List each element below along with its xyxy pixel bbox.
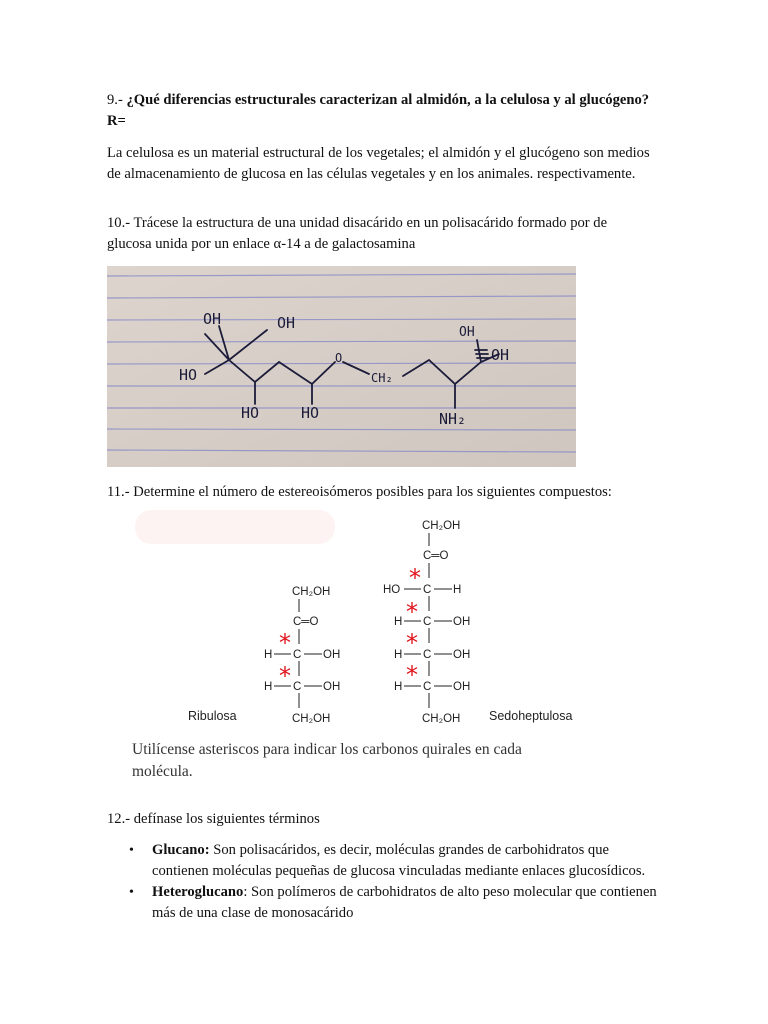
question-9 [107,90,652,132]
asterisk-sedo-2: * [406,598,418,626]
ribulosa-structure [188,586,340,725]
sedo-top: CH₂OH [422,520,461,532]
asterisk-sedo-1: * [409,564,421,592]
sedoheptulosa-name: Sedoheptulosa [489,709,573,723]
label-oh-1: OH [203,310,222,328]
asterisk-sedo-3: * [406,629,418,657]
question-9-text: ¿Qué diferencias estructurales caracterizan al almidón, a la celulosa y al glucógeno? R= [107,92,650,129]
list-item-heteroglucano [107,882,667,924]
sedo-c-5: C [423,649,432,661]
sedo-c-4: C [423,616,432,628]
question-10: 10.- Trácese la estructura de una unidad disacárido en un polisacárido formado por de glucosa unida por un enlace α-14 a de galactosamina [107,215,608,252]
label-ho-1: HO [241,404,260,422]
label-oh-4: OH [491,346,510,364]
sedo-c-6: C [423,681,432,693]
term-glucano: Glucano: [152,842,210,858]
sedo-h-5: H [394,649,403,661]
faint-highlight [135,510,335,544]
fischer-projections [132,508,600,786]
definition-heteroglucano: : Son polímeros de carbohidratos de alto peso molecular que contienen más de una clase de monosacárido [152,884,657,921]
list-item-glucano [107,840,667,882]
label-o: O [335,351,343,365]
sedo-oh-4: OH [453,616,471,628]
bullet: • [129,843,134,858]
ribulosa-h-1: H [264,649,273,661]
disaccharide-drawing [107,266,576,467]
question-11: 11.- Determine el número de estereoisómeros posibles para los siguientes compuestos: [107,484,612,500]
sedo-bottom: CH₂OH [422,713,461,725]
ribulosa-c-4: C [293,681,302,693]
sedo-h-6: H [394,681,403,693]
sedo-h-4: H [394,616,403,628]
label-nh2: NH₂ [439,410,467,428]
ribulosa-oh-2: OH [323,681,341,693]
ribulosa-name: Ribulosa [188,709,237,723]
label-oh-2: OH [277,314,296,332]
asterisk-ribulosa-1: * [279,629,291,657]
label-ch2: CH₂ [371,371,393,385]
definition-glucano: Son polisacáridos, es decir, moléculas grandes de carbohidratos que contienen moléculas pequeñas de glucosa vinculadas mediante enlaces glucosídicos. [152,842,646,879]
ribulosa-h-2: H [264,681,273,693]
sedo-oh-6: OH [453,681,471,693]
ribulosa-c-3: C [293,649,302,661]
caption-line-1: Utilícense asteriscos para indicar los carbonos quirales en cada [132,741,522,758]
sedo-c-3: C [423,584,432,596]
ribulosa-top: CH₂OH [292,586,331,598]
label-ho-2: HO [301,404,320,422]
ribulosa-bottom: CH₂OH [292,713,331,725]
terms-list [107,840,667,924]
asterisk-sedo-4: * [406,661,418,689]
sedo-ho: HO [383,584,401,596]
sedo-carbonyl: C═O [423,550,449,562]
caption-line-2: molécula. [132,763,193,780]
sedo-oh-5: OH [453,649,471,661]
term-heteroglucano: Heteroglucano [152,884,244,900]
label-oh-3: OH [459,325,475,340]
asterisk-ribulosa-2: * [279,662,291,690]
question-12: 12.- defínase los siguientes términos [107,811,320,827]
bullet: • [129,885,134,900]
sedo-h-3: H [453,584,462,596]
answer-9: La celulosa es un material estructural de los vegetales; el almidón y el glucógeno son medios de almacenamiento de glucosa en las células vegetales y en los animales. respectivamente. [107,145,650,182]
ribulosa-oh-1: OH [323,649,341,661]
ribulosa-carbonyl: C═O [293,616,319,628]
label-ho-left: HO [179,366,198,384]
question-9-number: 9.- [107,92,127,108]
chem-caption [132,741,522,780]
